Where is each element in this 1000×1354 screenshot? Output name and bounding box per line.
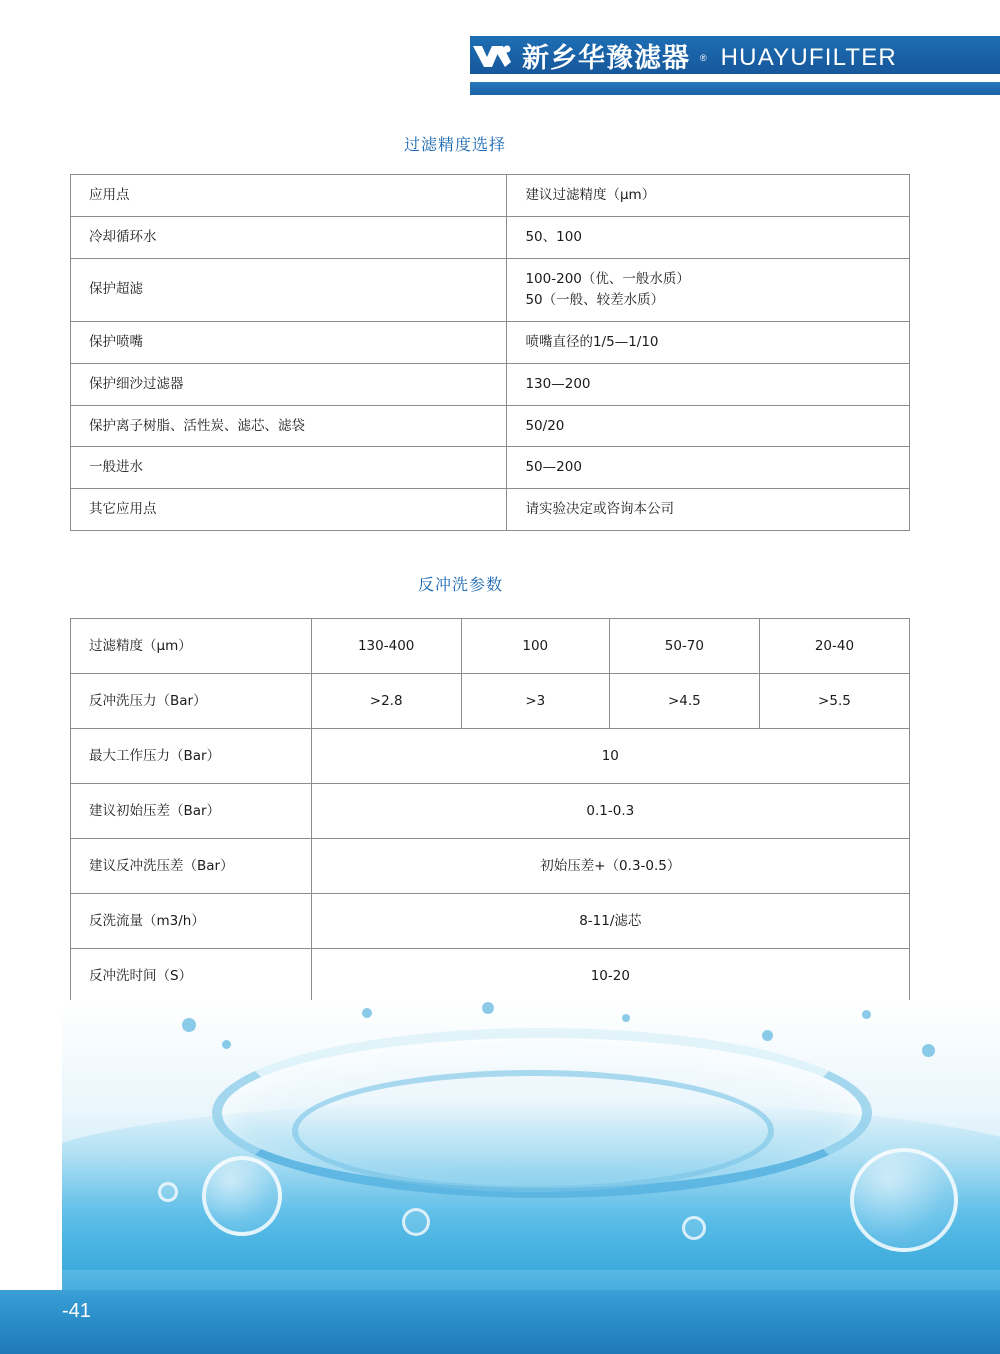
table-row — [71, 321, 910, 363]
backwash-label-pressure: 反冲洗压力（Bar） — [71, 674, 312, 729]
backwash-precision-3: 20-40 — [759, 619, 909, 674]
water-droplet — [482, 1002, 494, 1014]
footer-band — [0, 1290, 1000, 1354]
table-row — [71, 729, 910, 784]
precision-header-app: 应用点 — [71, 175, 507, 217]
backwash-precision-1: 100 — [461, 619, 609, 674]
registered-mark-icon: ® — [700, 53, 707, 63]
backwash-value-backwash-diff: 初始压差+（0.3-0.5） — [311, 839, 909, 894]
page-header — [0, 0, 1000, 100]
table-row-header — [71, 175, 910, 217]
backwash-pressure-0: >2.8 — [311, 674, 461, 729]
backwash-precision-0: 130-400 — [311, 619, 461, 674]
precision-value-0: 50、100 — [507, 216, 910, 258]
filtration-precision-table — [70, 174, 910, 531]
precision-section-title: 过滤精度选择 — [404, 135, 507, 154]
table-row — [71, 405, 910, 447]
table-row — [71, 489, 910, 531]
precision-app-5: 一般进水 — [71, 447, 507, 489]
table-row — [71, 447, 910, 489]
table-row — [71, 363, 910, 405]
backwash-value-initial-diff: 0.1-0.3 — [311, 784, 909, 839]
precision-header-value: 建议过滤精度（μm） — [507, 175, 910, 217]
table-row — [71, 894, 910, 949]
backwash-value-max-pressure: 10 — [311, 729, 909, 784]
precision-app-3: 保护细沙过滤器 — [71, 363, 507, 405]
header-white-block-top — [0, 36, 470, 74]
precision-value-6: 请实验决定或咨询本公司 — [507, 489, 910, 531]
backwash-pressure-1: >3 — [461, 674, 609, 729]
backwash-label-max-pressure: 最大工作压力（Bar） — [71, 729, 312, 784]
water-splash-photo — [62, 1000, 1000, 1290]
water-bubble — [682, 1216, 706, 1240]
brand-name-en: HUAYUFILTER — [720, 44, 897, 71]
water-droplet — [622, 1014, 630, 1022]
table-row — [71, 784, 910, 839]
backwash-section-title: 反冲洗参数 — [418, 575, 504, 594]
precision-value-1-line1: 100-200（优、一般水质） — [525, 270, 690, 287]
brand-name-cn: 新乡华豫滤器 — [522, 42, 690, 74]
backwash-label-precision: 过滤精度（μm） — [71, 619, 312, 674]
precision-value-1 — [507, 258, 910, 321]
precision-value-2: 喷嘴直径的1/5—1/10 — [507, 321, 910, 363]
water-bubble-large — [850, 1148, 958, 1252]
precision-app-2: 保护喷嘴 — [71, 321, 507, 363]
precision-value-4: 50/20 — [507, 405, 910, 447]
backwash-label-flow: 反洗流量（m3/h） — [71, 894, 312, 949]
water-droplet — [182, 1018, 196, 1032]
water-bubble — [402, 1208, 430, 1236]
page-number: -41 — [62, 1300, 91, 1322]
water-droplet — [362, 1008, 372, 1018]
backwash-label-initial-diff: 建议初始压差（Bar） — [71, 784, 312, 839]
backwash-parameters-table — [70, 618, 910, 1004]
precision-app-1: 保护超滤 — [71, 258, 507, 321]
backwash-label-time: 反冲洗时间（S） — [71, 949, 312, 1004]
table-row — [71, 619, 910, 674]
backwash-label-backwash-diff: 建议反冲洗压差（Bar） — [71, 839, 312, 894]
water-droplet — [922, 1044, 935, 1057]
table-row — [71, 949, 910, 1004]
table-row — [71, 839, 910, 894]
precision-value-3: 130—200 — [507, 363, 910, 405]
precision-app-0: 冷却循环水 — [71, 216, 507, 258]
water-droplet — [222, 1040, 231, 1049]
table-row — [71, 258, 910, 321]
table-row — [71, 674, 910, 729]
precision-value-1-line2: 50（一般、较差水质） — [525, 291, 665, 308]
water-droplet — [762, 1030, 773, 1041]
backwash-pressure-3: >5.5 — [759, 674, 909, 729]
splash-crown-inner — [292, 1070, 774, 1192]
water-droplet — [862, 1010, 871, 1019]
huayu-logo-icon — [470, 43, 514, 73]
backwash-value-time: 10-20 — [311, 949, 909, 1004]
precision-value-5: 50—200 — [507, 447, 910, 489]
brand-logo — [470, 36, 897, 80]
precision-app-6: 其它应用点 — [71, 489, 507, 531]
water-bubble — [158, 1182, 178, 1202]
backwash-pressure-2: >4.5 — [609, 674, 759, 729]
table-row — [71, 216, 910, 258]
water-bubble-large — [202, 1156, 282, 1236]
backwash-value-flow: 8-11/滤芯 — [311, 894, 909, 949]
precision-app-4: 保护离子树脂、活性炭、滤芯、滤袋 — [71, 405, 507, 447]
header-white-block-bottom — [0, 82, 470, 95]
backwash-precision-2: 50-70 — [609, 619, 759, 674]
